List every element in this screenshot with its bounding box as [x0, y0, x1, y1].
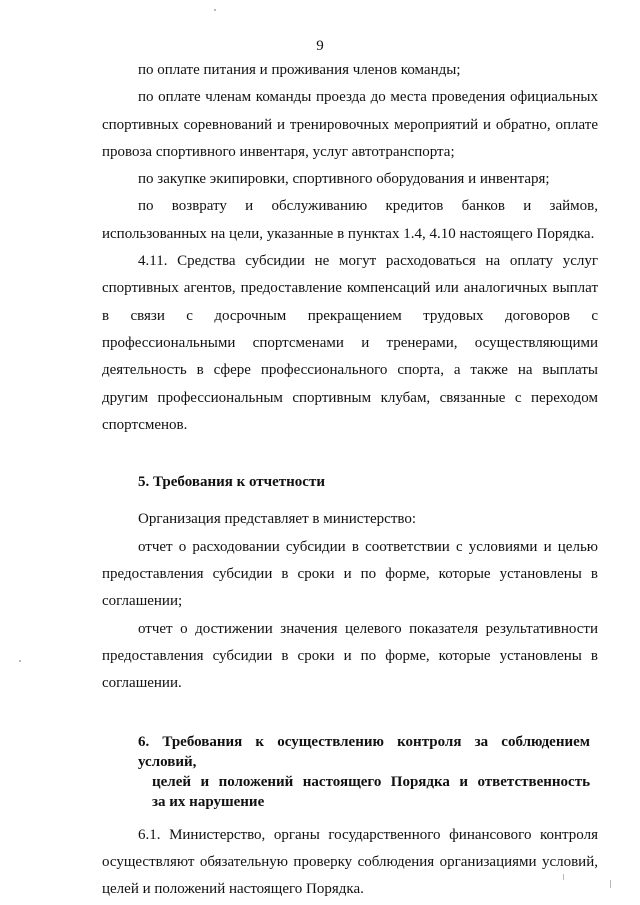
section-6-heading-line: за их нарушение — [152, 793, 265, 810]
page-number: 9 — [316, 38, 324, 54]
scan-speck — [214, 9, 216, 11]
section-6-heading — [102, 732, 598, 812]
section-5-heading: 5. Требования к отчетности — [138, 474, 325, 491]
paragraph: 4.11. Средства субсидии не могут расходоваться на оплату услуг спортивных агентов, предоставление компенсаций или аналогичных выплат в связи с досрочным прекращением трудовых договоров с профессиональными спортсменами и тренерами, осуществляющими деятельность в сфере профессионального спорта, а также на выплаты другим профессиональным спортивным клубам, связанные с переходом спортсменов. — [102, 253, 598, 433]
section-6-heading-line: 6. Требования к осуществлению контроля за соблюдением условий, — [138, 733, 590, 770]
scan-speck — [610, 880, 611, 888]
document-body — [102, 57, 598, 903]
paragraph: отчет о расходовании субсидии в соответствии с условиями и целью предоставления субсидии в сроки и по форме, которые установлены в соглашении; — [102, 538, 598, 610]
paragraph: по оплате членам команды проезда до места проведения официальных спортивных соревнований и тренировочных мероприятий и обратно, оплате провоза спортивного инвентаря, услуг автотранспорта; — [102, 89, 598, 160]
paragraph: по закупке экипировки, спортивного оборудования и инвентаря; — [138, 171, 550, 188]
paragraph: Организация представляет в министерство: — [138, 511, 417, 528]
paragraph: отчет о достижении значения целевого показателя результативности предоставления субсидии в сроки и по форме, которые установлены в соглашении. — [102, 620, 598, 692]
paragraph: по возврату и обслуживанию кредитов банков и займов, использованных на цели, указанные в пунктах 1.4, 4.10 настоящего Порядка. — [102, 198, 598, 242]
paragraph: по оплате питания и проживания членов команды; — [138, 62, 461, 78]
scan-speck — [19, 660, 21, 662]
paragraph: 6.1. Министерство, органы государственного финансового контроля осуществляют обязательную проверку соблюдения организациями условий, целей и положений настоящего Порядка. — [102, 826, 598, 898]
section-6-heading-line: целей и положений настоящего Порядка и ответственность — [152, 773, 590, 790]
